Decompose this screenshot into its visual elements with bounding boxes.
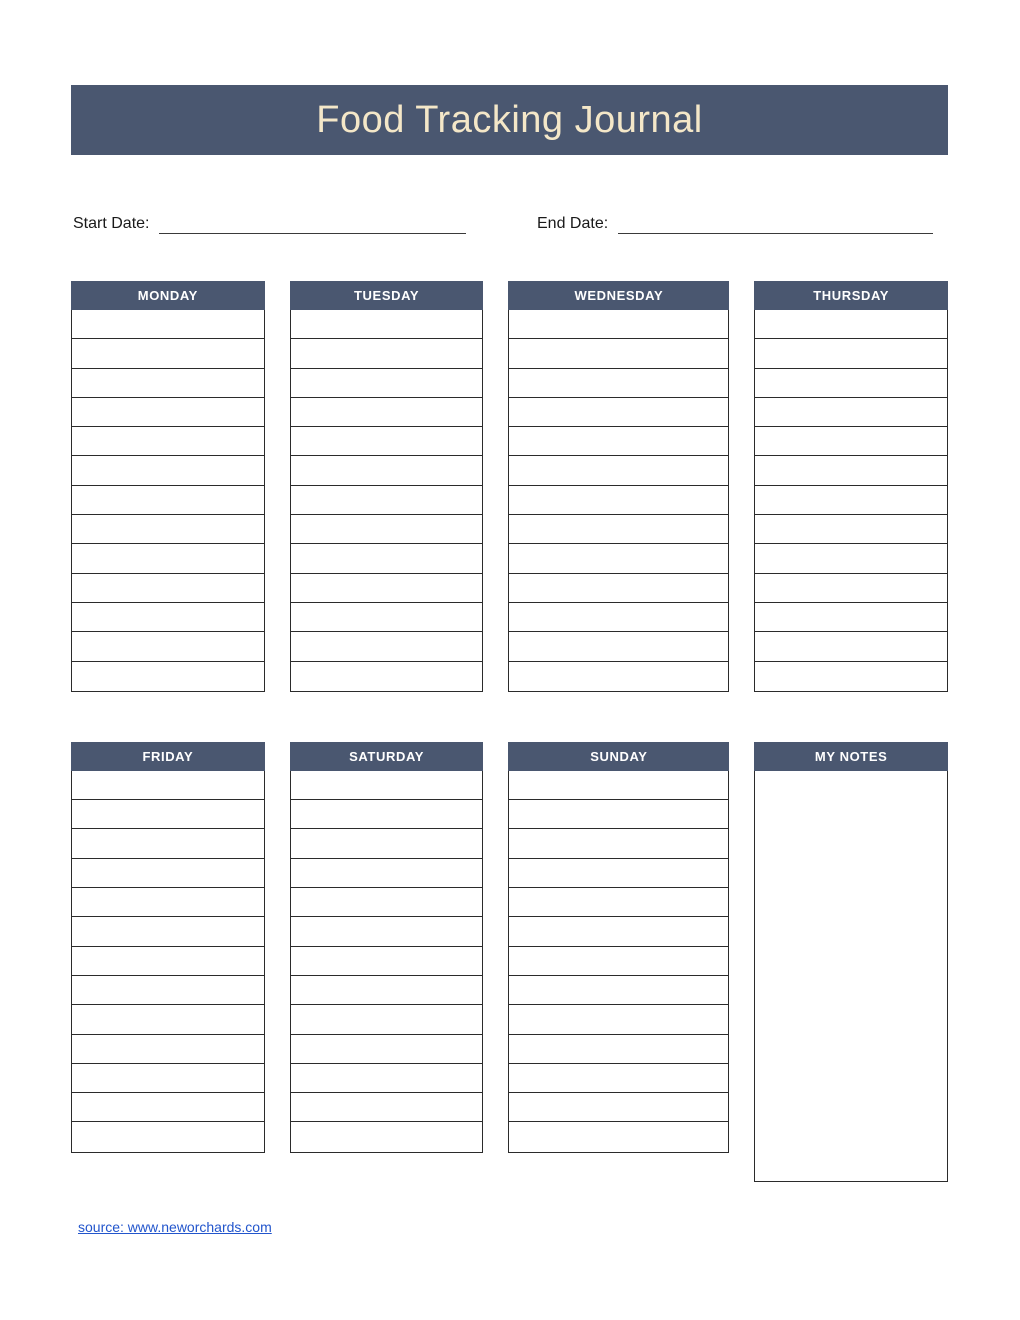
entry-line[interactable]: [291, 486, 483, 515]
entry-line[interactable]: [509, 427, 728, 456]
entry-line[interactable]: [509, 1005, 728, 1034]
day-body-wednesday: [508, 310, 729, 692]
entry-line[interactable]: [291, 1005, 483, 1034]
entry-line[interactable]: [509, 515, 728, 544]
entry-line[interactable]: [72, 976, 264, 1005]
entry-line[interactable]: [291, 800, 483, 829]
day-column-friday: [71, 742, 265, 1182]
entry-line[interactable]: [755, 310, 947, 339]
entry-line[interactable]: [291, 1064, 483, 1093]
entry-line[interactable]: [291, 1122, 483, 1151]
entry-line[interactable]: [291, 829, 483, 858]
entry-line[interactable]: [509, 947, 728, 976]
entry-line[interactable]: [509, 917, 728, 946]
page-title: Food Tracking Journal: [316, 99, 703, 141]
day-header-tuesday: TUESDAY: [290, 281, 484, 310]
entry-line[interactable]: [509, 771, 728, 800]
entry-line[interactable]: [72, 771, 264, 800]
date-row: [71, 205, 948, 243]
entry-line[interactable]: [72, 1064, 264, 1093]
entry-line[interactable]: [509, 574, 728, 603]
entry-line[interactable]: [291, 544, 483, 573]
entry-line[interactable]: [755, 339, 947, 368]
entry-line[interactable]: [509, 1093, 728, 1122]
end-date-label: End Date:: [537, 215, 609, 232]
day-column-sunday: [508, 742, 729, 1182]
day-column-wednesday: [508, 281, 729, 692]
entry-line[interactable]: [72, 398, 264, 427]
entry-line[interactable]: [72, 1093, 264, 1122]
entry-line[interactable]: [509, 398, 728, 427]
entry-line[interactable]: [291, 369, 483, 398]
entry-line[interactable]: [291, 976, 483, 1005]
entry-line[interactable]: [72, 515, 264, 544]
entry-line[interactable]: [755, 456, 947, 485]
entry-line[interactable]: [509, 1035, 728, 1064]
end-date-group: [537, 205, 933, 234]
source-link[interactable]: source: www.neworchards.com: [78, 1219, 272, 1235]
notes-column: [754, 742, 948, 1182]
entry-line[interactable]: [72, 1005, 264, 1034]
grid-row-top: [71, 281, 948, 692]
entry-line[interactable]: [72, 339, 264, 368]
day-body-monday: [71, 310, 265, 692]
entry-line[interactable]: [509, 859, 728, 888]
entry-line[interactable]: [72, 574, 264, 603]
entry-line[interactable]: [291, 771, 483, 800]
day-column-monday: [71, 281, 265, 692]
entry-line[interactable]: [72, 427, 264, 456]
day-column-thursday: [754, 281, 948, 692]
day-body-saturday: [290, 771, 484, 1153]
entry-line[interactable]: [291, 859, 483, 888]
entry-line[interactable]: [72, 947, 264, 976]
entry-line[interactable]: [509, 310, 728, 339]
day-body-thursday: [754, 310, 948, 692]
entry-line[interactable]: [755, 398, 947, 427]
entry-line[interactable]: [509, 603, 728, 632]
day-header-saturday: SATURDAY: [290, 742, 484, 771]
day-header-monday: MONDAY: [71, 281, 265, 310]
entry-line[interactable]: [509, 456, 728, 485]
entry-line[interactable]: [72, 662, 264, 691]
entry-line[interactable]: [72, 829, 264, 858]
entry-line[interactable]: [291, 1035, 483, 1064]
entry-line[interactable]: [72, 486, 264, 515]
entry-line[interactable]: [755, 574, 947, 603]
entry-line[interactable]: [72, 888, 264, 917]
entry-line[interactable]: [291, 662, 483, 691]
day-header-wednesday: WEDNESDAY: [508, 281, 729, 310]
entry-line[interactable]: [509, 369, 728, 398]
day-header-sunday: SUNDAY: [508, 742, 729, 771]
entry-line[interactable]: [72, 917, 264, 946]
entry-line[interactable]: [509, 800, 728, 829]
entry-line[interactable]: [291, 398, 483, 427]
notes-textarea[interactable]: [754, 771, 948, 1182]
entry-line[interactable]: [509, 888, 728, 917]
day-body-tuesday: [290, 310, 484, 692]
day-column-tuesday: [290, 281, 484, 692]
entry-line[interactable]: [509, 544, 728, 573]
entry-line[interactable]: [72, 632, 264, 661]
entry-line[interactable]: [291, 515, 483, 544]
entry-line[interactable]: [291, 574, 483, 603]
start-date-label: Start Date:: [73, 215, 150, 232]
entry-line[interactable]: [72, 603, 264, 632]
entry-line[interactable]: [291, 310, 483, 339]
entry-line[interactable]: [291, 888, 483, 917]
day-header-friday: FRIDAY: [71, 742, 265, 771]
day-body-sunday: [508, 771, 729, 1153]
entry-line[interactable]: [291, 632, 483, 661]
day-column-saturday: [290, 742, 484, 1182]
entry-line[interactable]: [755, 544, 947, 573]
end-date-input[interactable]: [618, 205, 933, 234]
entry-line[interactable]: [291, 917, 483, 946]
entry-line[interactable]: [291, 947, 483, 976]
entry-line[interactable]: [755, 427, 947, 456]
entry-line[interactable]: [755, 369, 947, 398]
entry-line[interactable]: [72, 456, 264, 485]
entry-line[interactable]: [72, 800, 264, 829]
weekday-grid: [71, 281, 948, 1182]
entry-line[interactable]: [72, 859, 264, 888]
grid-row-bottom: [71, 742, 948, 1182]
start-date-input[interactable]: [159, 205, 466, 234]
entry-line[interactable]: [509, 486, 728, 515]
entry-line[interactable]: [291, 603, 483, 632]
day-body-friday: [71, 771, 265, 1153]
entry-line[interactable]: [72, 544, 264, 573]
notes-header: MY NOTES: [754, 742, 948, 771]
entry-line[interactable]: [509, 339, 728, 368]
entry-line[interactable]: [72, 1122, 264, 1151]
entry-line[interactable]: [291, 339, 483, 368]
entry-line[interactable]: [72, 369, 264, 398]
entry-line[interactable]: [509, 1064, 728, 1093]
entry-line[interactable]: [72, 1035, 264, 1064]
entry-line[interactable]: [755, 662, 947, 691]
day-header-thursday: THURSDAY: [754, 281, 948, 310]
entry-line[interactable]: [291, 456, 483, 485]
entry-line[interactable]: [509, 632, 728, 661]
entry-line[interactable]: [755, 515, 947, 544]
entry-line[interactable]: [509, 1122, 728, 1151]
entry-line[interactable]: [509, 829, 728, 858]
entry-line[interactable]: [755, 632, 947, 661]
start-date-group: [73, 205, 466, 234]
title-banner: [71, 85, 948, 155]
entry-line[interactable]: [509, 976, 728, 1005]
entry-line[interactable]: [509, 662, 728, 691]
entry-line[interactable]: [72, 310, 264, 339]
entry-line[interactable]: [755, 486, 947, 515]
entry-line[interactable]: [755, 603, 947, 632]
entry-line[interactable]: [291, 1093, 483, 1122]
entry-line[interactable]: [291, 427, 483, 456]
